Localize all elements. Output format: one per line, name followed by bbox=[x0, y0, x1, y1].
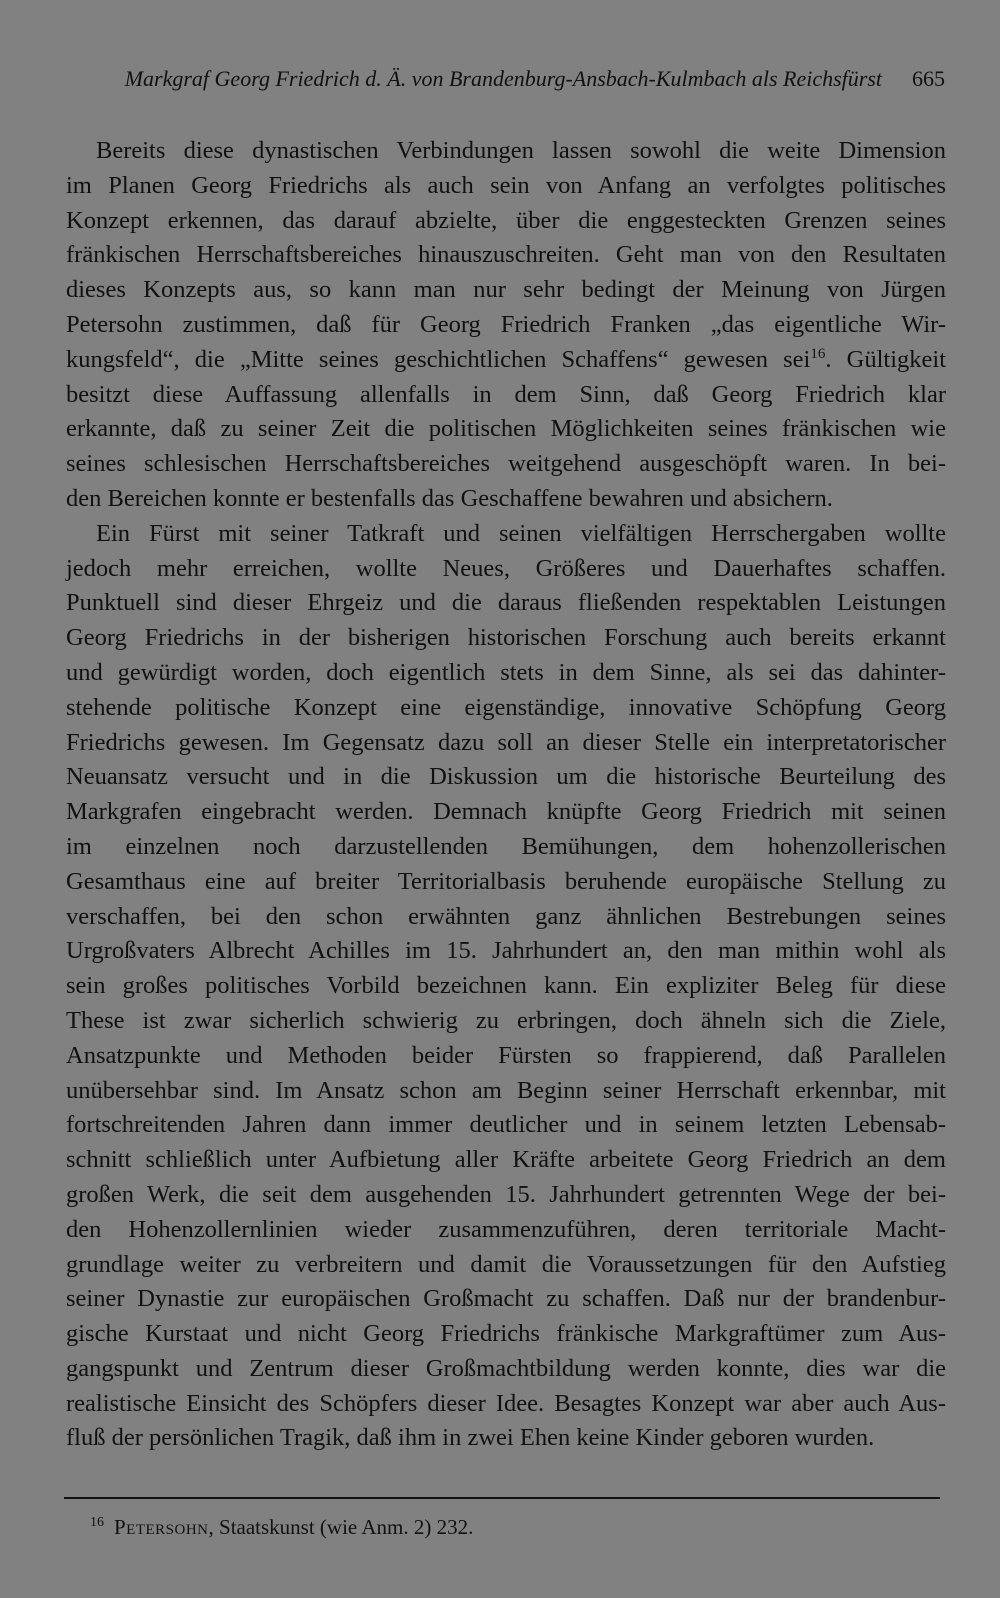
footnote-text: , Staatskunst (wie Anm. 2) 232. bbox=[208, 1515, 474, 1539]
text-line: gangspunkt und Zentrum dieser Großmachtbildung werden konnte, dies war die bbox=[66, 1354, 946, 1382]
text-line: jedoch mehr erreichen, wollte Neues, Größeres und Dauerhaftes schaffen. bbox=[66, 554, 946, 582]
text-line: gische Kurstaat und nicht Georg Friedrichs fränkische Markgraftümer zum Aus- bbox=[66, 1320, 946, 1348]
text-line: fortschreitenden Jahren dann immer deutlicher und in seinem letzten Lebensab- bbox=[66, 1111, 946, 1139]
text-line: Friedrichs gewesen. Im Gegensatz dazu soll an dieser Stelle ein interpretatorischer bbox=[66, 728, 946, 756]
footnote-number: 16 bbox=[90, 1515, 104, 1530]
text-line: den Hohenzollernlinien wieder zusammenzuführen, deren territoriale Macht- bbox=[66, 1215, 946, 1243]
text-segment: . Gültigkeit bbox=[825, 345, 946, 373]
footnote-reference: 16 bbox=[810, 345, 826, 362]
text-line: Gesamthaus eine auf breiter Territorialbasis beruhende europäische Stellung zu bbox=[66, 867, 946, 895]
running-head bbox=[60, 64, 945, 94]
text-line: grundlage weiter zu verbreitern und damit die Voraussetzungen für den Aufstieg bbox=[66, 1250, 946, 1278]
body-text bbox=[66, 134, 946, 1456]
text-line-with-note bbox=[66, 343, 946, 378]
text-line: verschaffen, bei den schon erwähnten ganz ähnlichen Bestrebungen seines bbox=[66, 902, 946, 930]
text-line: fränkischen Herrschaftsbereiches hinauszuschreiten. Geht man von den Resultaten bbox=[66, 241, 946, 269]
text-line: Bereits diese dynastischen Verbindungen lassen sowohl die weite Dimension bbox=[96, 137, 946, 164]
text-line: Neuansatz versucht und in die Diskussion um die historische Beurteilung des bbox=[66, 763, 946, 791]
text-line: im Planen Georg Friedrichs als auch sein von Anfang an verfolgtes politisches bbox=[66, 171, 946, 199]
text-line: erkannte, daß zu seiner Zeit die politischen Möglichkeiten seines fränkischen wie bbox=[66, 415, 946, 443]
text-line: Georg Friedrichs in der bisherigen historischen Forschung auch bereits erkannt bbox=[66, 624, 946, 652]
text-line: Konzept erkennen, das darauf abzielte, über die enggesteckten Grenzen seines bbox=[66, 206, 946, 234]
text-line: den Bereichen konnte er bestenfalls das Geschaffene bewahren und absichern. bbox=[66, 484, 833, 512]
text-line: fluß der persönlichen Tragik, daß ihm in zwei Ehen keine Kinder geboren wurden. bbox=[66, 1424, 875, 1452]
text-line: Urgroßvaters Albrecht Achilles im 15. Jahrhundert an, den man mithin wohl als bbox=[66, 937, 946, 965]
text-line: unübersehbar sind. Im Ansatz schon am Beginn seiner Herrschaft erkennbar, mit bbox=[66, 1076, 946, 1104]
text-line: dieses Konzepts aus, so kann man nur sehr bedingt der Meinung von Jürgen bbox=[66, 276, 946, 304]
text-line: Ansatzpunkte und Methoden beider Fürsten so frappierend, daß Parallelen bbox=[66, 1041, 946, 1069]
text-line: Punktuell sind dieser Ehrgeiz und die daraus fließenden respektablen Leistungen bbox=[66, 589, 946, 617]
page-number: 665 bbox=[912, 66, 945, 91]
text-line: Markgrafen eingebracht werden. Demnach knüpfte Georg Friedrich mit seinen bbox=[66, 798, 946, 826]
text-line: und gewürdigt worden, doch eigentlich stets in dem Sinne, als sei das dahinter- bbox=[66, 658, 946, 686]
text-line: Ein Fürst mit seiner Tatkraft und seinen vielfältigen Herrschergaben wollte bbox=[96, 519, 946, 547]
footnote-author: Petersohn bbox=[114, 1515, 209, 1539]
text-line: schnitt schließlich unter Aufbietung aller Kräfte arbeitete Georg Friedrich an dem bbox=[66, 1146, 946, 1174]
text-segment: kungsfeld“, die „Mitte seines geschichtlichen Schaffens“ gewesen sei bbox=[66, 345, 811, 373]
text-line: sein großes politisches Vorbild bezeichnen kann. Ein expliziter Beleg für diese bbox=[66, 972, 946, 1000]
text-line: seiner Dynastie zur europäischen Großmacht zu schaffen. Daß nur der brandenbur- bbox=[66, 1285, 946, 1313]
text-line: seines schlesischen Herrschaftsbereiches weitgehend ausgeschöpft waren. In bei- bbox=[66, 450, 946, 478]
text-line: großen Werk, die seit dem ausgehenden 15. Jahrhundert getrennten Wege der bei- bbox=[66, 1180, 946, 1208]
footnote-divider bbox=[64, 1497, 940, 1499]
text-line: im einzelnen noch darzustellenden Bemühungen, dem hohenzollerischen bbox=[66, 832, 946, 860]
text-line: stehende politische Konzept eine eigenständige, innovative Schöpfung Georg bbox=[66, 693, 946, 721]
text-line: Petersohn zustimmen, daß für Georg Friedrich Franken „das eigentliche Wir- bbox=[66, 310, 946, 338]
text-line: These ist zwar sicherlich schwierig zu erbringen, doch ähneln sich die Ziele, bbox=[66, 1006, 946, 1034]
footnote bbox=[90, 1512, 940, 1542]
text-line: realistische Einsicht des Schöpfers dieser Idee. Besagtes Konzept war aber auch Aus- bbox=[66, 1389, 946, 1417]
text-line: besitzt diese Auffassung allenfalls in dem Sinn, daß Georg Friedrich klar bbox=[66, 380, 946, 408]
running-title: Markgraf Georg Friedrich d. Ä. von Brandenburg-Ansbach-Kulmbach als Reichsfürst bbox=[124, 66, 882, 91]
